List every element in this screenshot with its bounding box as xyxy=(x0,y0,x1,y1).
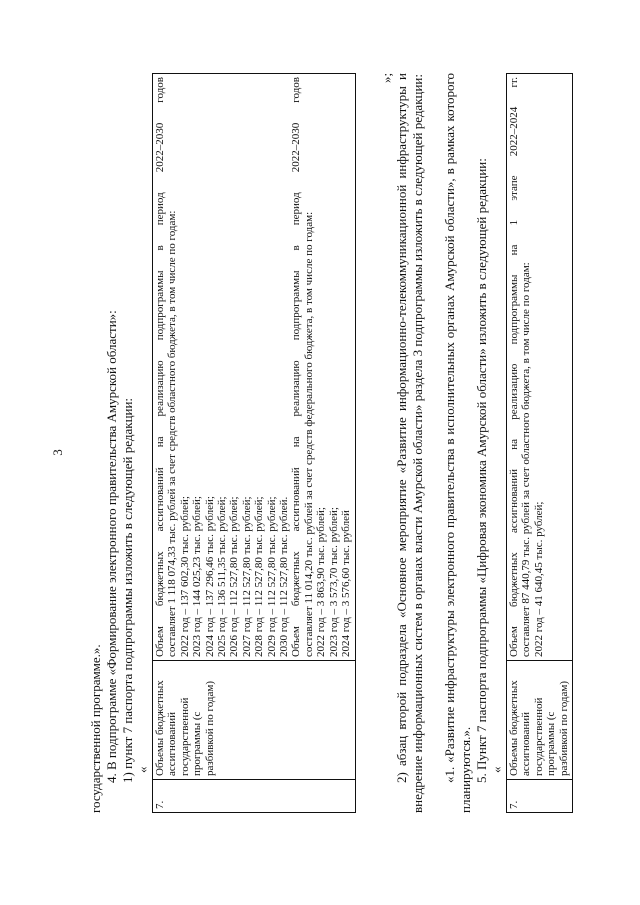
year-line: 2022 год – 137 602,30 тыс. рублей; xyxy=(178,496,191,657)
year-line: 2027 год – 112 527,80 тыс. рублей; xyxy=(240,496,253,657)
funding-paragraph-federal-line-1: Объем бюджетных ассигнований на реализацию подпрограммы в период 2022–2030 годов xyxy=(290,77,303,657)
item-5-text: 5. Пункт 7 паспорта подпрограммы «Цифровая экономика Амурской области» изложить в следующей редакции: xyxy=(474,158,489,783)
year-line: 2028 год – 112 527,80 тыс. рублей; xyxy=(253,496,266,657)
year-line: 2024 год – 137 296,46 тыс. рублей; xyxy=(203,496,216,657)
intro-line: государственной программе.». xyxy=(88,644,103,813)
row-number: 7. xyxy=(507,780,573,813)
year-line: 2030 год – 112 527,80 тыс. рублей. xyxy=(278,496,291,657)
row-number: 7. xyxy=(153,780,356,813)
funding-paragraph-line-2: составляет 87 440,79 тыс. рублей за счет областного бюджета, в том числе по годам: xyxy=(520,262,533,657)
year-line: 2024 год – 3 576,60 тыс. рублей xyxy=(340,510,353,657)
funding-paragraph-regional-line-2: составляет 1 118 074,33 тыс. рублей за счет средств областного бюджета, в том числе по годам: xyxy=(166,210,179,657)
passport-table-1 xyxy=(152,73,356,813)
year-line: 2023 год – 3 573,70 тыс. рублей; xyxy=(327,507,340,657)
funding-cell xyxy=(153,74,356,661)
table-row xyxy=(507,74,573,813)
passport-table-2 xyxy=(506,73,573,813)
row-label: Объемы бюджетных ассигнований государственной программы (с разбивкой по годам) xyxy=(153,661,356,780)
funding-paragraph-federal-line-2: составляет 11 014,20 тыс. рублей за счет средств федерального бюджета, в том числе по годам: xyxy=(302,211,315,657)
year-line: 2022 год – 3 863,90 тыс. рублей; xyxy=(315,507,328,657)
item-1-text: 1) пункт 7 паспорта подпрограммы изложить в следующей редакции: xyxy=(120,397,135,783)
funding-paragraph-regional-line-1: Объем бюджетных ассигнований на реализацию подпрограммы в период 2022–2030 годов xyxy=(154,77,166,657)
item-2-quote-text: «1. «Развитие инфраструктуры электронного правительства в исполнительных органах Амурской области», в рамках которого планируются.». xyxy=(442,73,473,813)
year-line: 2022 год – 41 640,45 тыс. рублей; xyxy=(532,501,545,657)
year-line: 2025 год – 136 511,35 тыс. рублей; xyxy=(216,496,229,657)
section-4-heading: 4. В подпрограмме «Формирование электронного правительства Амурской области»: xyxy=(104,310,119,783)
funding-paragraph-line-1: Объем бюджетных ассигнований на реализацию подпрограммы на 1 этапе 2022–2024 гг. xyxy=(508,77,520,657)
close-quote-1: »; xyxy=(379,72,394,83)
page-number: 3 xyxy=(50,449,65,456)
item-2-text: 2) абзац второй подраздела «Основное мероприятие «Развитие информационно-телекоммуникационной инфраструктуры и внедрение информационных систем в органах власти Амурской области» раздела 3 подпрограммы изложить в следующей редакции: xyxy=(394,73,425,813)
funding-cell xyxy=(507,74,573,661)
year-line: 2026 год – 112 527,80 тыс. рублей; xyxy=(228,496,241,657)
year-line: 2029 год – 112 527,80 тыс. рублей; xyxy=(265,496,278,657)
year-line: 2023 год – 144 025,23 тыс. рублей; xyxy=(191,496,204,657)
table-row xyxy=(153,74,356,813)
open-quote-1: « xyxy=(135,766,150,773)
row-label: Объемы бюджетных ассигнований государственной программы (с разбивкой по годам) xyxy=(507,661,573,780)
open-quote-2: « xyxy=(489,766,504,773)
